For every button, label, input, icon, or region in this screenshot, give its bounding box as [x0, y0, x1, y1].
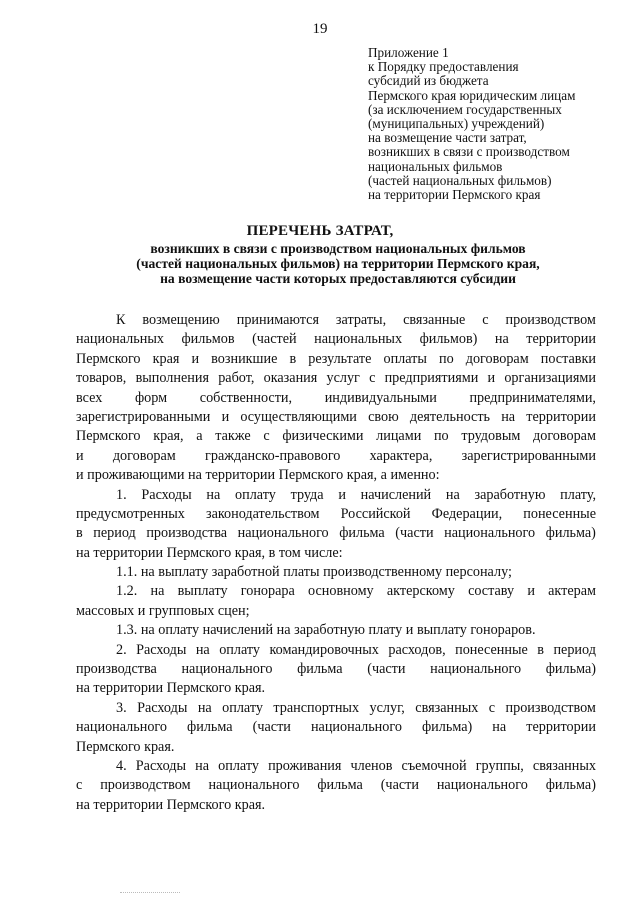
- word: производством: [505, 312, 596, 328]
- word: (части: [380, 777, 419, 794]
- text-line: Пермского края.: [76, 738, 175, 755]
- word: фильмов: [181, 331, 235, 348]
- word: национального: [430, 661, 522, 678]
- word: проживания: [268, 757, 342, 774]
- text-line: [76, 486, 596, 505]
- body-text: [76, 311, 596, 815]
- word: национального: [436, 777, 528, 794]
- footer-mark: [120, 892, 180, 893]
- word: на: [195, 641, 210, 658]
- word: период: [553, 641, 596, 658]
- appendix-line: Приложение 1: [368, 45, 449, 60]
- text-line: [76, 447, 596, 466]
- word: в: [289, 350, 297, 367]
- word: период: [93, 525, 136, 542]
- document-title: ПЕРЕЧЕНЬ ЗАТРАТ,: [246, 223, 394, 239]
- subtitle-line: на возмещение части которых предоставляются субсидии: [160, 271, 516, 286]
- word: актерам: [548, 583, 596, 600]
- word: характера,: [369, 447, 433, 464]
- text-line: [76, 427, 596, 446]
- text-line: [76, 757, 596, 776]
- word: понесенные: [523, 505, 596, 522]
- word: национального: [76, 719, 167, 736]
- appendix-line: на возмещение части затрат,: [368, 130, 527, 146]
- word: Расходы: [136, 641, 187, 658]
- word: фильмов): [419, 331, 478, 348]
- word: трудовым: [461, 428, 521, 445]
- word: группы,: [475, 757, 524, 774]
- word: на: [501, 408, 516, 425]
- word: Пермского: [76, 350, 141, 367]
- word: гражданско-правового: [205, 447, 341, 464]
- word: также: [215, 428, 251, 445]
- text-line: [76, 776, 596, 795]
- word: и: [221, 408, 230, 425]
- text-line: на территории Пермского края, в том числе:: [76, 544, 343, 561]
- text-line: и проживающими на территории Пермского края, а именно:: [76, 467, 440, 484]
- word: оказания: [263, 370, 318, 387]
- word: национального: [310, 719, 402, 736]
- word: края: [152, 350, 180, 367]
- appendix-line: на территории Пермского края: [368, 187, 541, 203]
- word: с: [263, 428, 270, 445]
- word: края,: [153, 428, 184, 445]
- appendix-line: Пермского края юридическим лицам: [368, 87, 576, 103]
- word: актерскому: [386, 583, 455, 600]
- paragraph: [76, 563, 596, 582]
- appendix-line: (частей национальных фильмов): [368, 172, 552, 188]
- appendix-line: (за исключением государственных: [368, 101, 562, 117]
- word: Федерации,: [431, 505, 503, 522]
- paragraph: [76, 621, 596, 640]
- text-line: 1.1. на выплату заработной платы производственному персоналу;: [116, 564, 512, 581]
- paragraph: [76, 641, 596, 699]
- word: национального: [237, 525, 329, 542]
- subtitle-line: возникших в связи с производством национальных фильмов: [150, 241, 526, 256]
- word: национального: [208, 777, 300, 794]
- word: производства: [76, 661, 157, 678]
- text-line: [76, 641, 596, 660]
- word: деятельность: [409, 408, 490, 425]
- word: в: [537, 641, 544, 658]
- word: национальных: [76, 331, 164, 348]
- word: территории: [526, 331, 596, 348]
- word: в: [76, 525, 83, 542]
- word: поставки: [540, 350, 596, 367]
- word: Российской: [340, 505, 411, 522]
- word: на: [197, 699, 212, 716]
- word: услуг,: [369, 699, 405, 716]
- word: Пермского: [76, 428, 141, 445]
- word: 1.: [116, 486, 127, 503]
- word: на: [195, 757, 210, 774]
- word: свою: [368, 408, 399, 425]
- word: заработную: [474, 486, 546, 503]
- word: оплату: [235, 486, 276, 503]
- word: производства: [146, 525, 228, 542]
- word: физическими: [282, 428, 364, 445]
- text-line: [76, 408, 596, 427]
- word: возникшие: [211, 350, 278, 367]
- word: форм: [134, 389, 168, 406]
- word: связанных: [415, 699, 479, 716]
- word: а: [196, 428, 203, 445]
- word: на: [494, 331, 509, 348]
- word: предусмотренных: [76, 505, 185, 522]
- word: и: [527, 583, 535, 600]
- word: 1.2.: [116, 583, 138, 600]
- word: фильма: [339, 525, 385, 542]
- word: (частей: [252, 331, 297, 348]
- paragraph: [76, 757, 596, 815]
- word: труда: [290, 486, 324, 503]
- appendix-header: [368, 46, 628, 202]
- text-line: на территории Пермского края.: [76, 796, 266, 813]
- word: производством: [100, 777, 191, 794]
- word: возмещению: [142, 312, 220, 328]
- text-line: [76, 582, 596, 601]
- page-number: 19: [312, 21, 328, 37]
- word: товаров,: [76, 370, 127, 387]
- word: национального: [444, 525, 536, 542]
- text-line: [76, 311, 596, 330]
- paragraph: [76, 699, 596, 757]
- word: работ,: [218, 370, 255, 387]
- word: основному: [308, 583, 374, 600]
- word: плату,: [560, 486, 596, 503]
- text-line: [76, 660, 596, 679]
- word: зарегистрированными: [461, 447, 596, 464]
- word: законодательством: [205, 505, 320, 522]
- word: оплату: [219, 641, 260, 658]
- word: (части: [367, 661, 406, 678]
- word: на: [445, 486, 460, 503]
- text-line: массовых и групповых сцен;: [76, 602, 250, 619]
- word: с: [369, 370, 376, 387]
- word: результате: [308, 350, 372, 367]
- word: затраты,: [335, 312, 387, 328]
- word: с: [76, 777, 83, 794]
- text-line: [76, 350, 596, 369]
- paragraph: [76, 582, 596, 621]
- word: фильма: [317, 777, 363, 794]
- word: Расходы: [135, 757, 187, 774]
- word: по: [438, 350, 454, 367]
- word: 2.: [116, 641, 127, 658]
- appendix-line: (муниципальных) учреждений): [368, 116, 545, 132]
- text-line: [76, 330, 596, 349]
- word: индивидуальными: [324, 389, 437, 406]
- word: К: [116, 312, 126, 328]
- word: оплату: [222, 699, 263, 716]
- word: 4.: [116, 757, 127, 774]
- word: собственности,: [199, 389, 293, 406]
- word: расходов,: [388, 641, 446, 658]
- word: принимаются: [236, 312, 319, 328]
- word: договорам: [533, 428, 596, 445]
- word: транспортных: [273, 699, 360, 716]
- word: Расходы: [137, 699, 188, 716]
- word: фильма): [545, 777, 596, 794]
- word: территории: [526, 408, 596, 425]
- word: предпринимателями,: [469, 389, 596, 406]
- word: национального: [181, 661, 273, 678]
- text-line: на территории Пермского края.: [76, 680, 266, 697]
- word: осуществляющими: [240, 408, 357, 425]
- word: с: [488, 699, 496, 716]
- word: производством: [505, 699, 596, 716]
- word: территории: [526, 719, 596, 736]
- word: договорам: [465, 350, 529, 367]
- word: фильма: [297, 661, 343, 678]
- word: лицами: [376, 428, 422, 445]
- word: членов: [350, 757, 393, 774]
- word: 3.: [116, 699, 127, 716]
- text-line: [76, 524, 596, 543]
- text-line: [76, 369, 596, 388]
- document-subtitle: [70, 241, 606, 286]
- word: командировочных: [269, 641, 379, 658]
- word: понесенные: [455, 641, 528, 658]
- text-line: [76, 505, 596, 524]
- word: фильма): [545, 661, 596, 678]
- word: начислений: [360, 486, 432, 503]
- word: составу: [468, 583, 515, 600]
- word: по: [433, 428, 449, 445]
- appendix-line: возникших в связи с производством: [368, 144, 570, 160]
- word: на: [492, 719, 507, 736]
- word: (части: [395, 525, 434, 542]
- word: национальных: [314, 331, 403, 348]
- word: связанных: [532, 757, 596, 774]
- word: выполнения: [135, 370, 209, 387]
- word: всех: [76, 389, 103, 406]
- word: фильма): [421, 719, 473, 736]
- word: на: [206, 486, 221, 503]
- word: оплату: [218, 757, 259, 774]
- paragraph: [76, 311, 596, 486]
- word: связанные: [403, 312, 466, 328]
- word: (части: [252, 719, 291, 736]
- text-line: [76, 389, 596, 408]
- subtitle-line: (частей национальных фильмов) на территории Пермского края,: [136, 256, 540, 271]
- word: фильма): [545, 525, 596, 542]
- word: Расходы: [141, 486, 192, 503]
- text-line: [76, 718, 596, 737]
- word: и: [191, 350, 200, 367]
- word: и: [76, 447, 84, 464]
- word: и: [338, 486, 346, 503]
- appendix-line: национальных фильмов: [368, 158, 503, 174]
- word: съемочной: [401, 757, 467, 774]
- appendix-line: субсидий из бюджета: [368, 73, 489, 89]
- text-line: 1.3. на оплату начислений на заработную плату и выплату гонораров.: [116, 622, 536, 639]
- word: и: [487, 370, 496, 387]
- word: фильма: [187, 719, 233, 736]
- word: зарегистрированными: [76, 408, 211, 425]
- word: гонорара: [240, 583, 295, 600]
- appendix-line: к Порядку предоставления: [368, 59, 519, 75]
- word: на: [150, 583, 165, 600]
- paragraph: [76, 486, 596, 564]
- word: предприятиями: [384, 370, 479, 387]
- word: оплаты: [383, 350, 427, 367]
- word: выплату: [177, 583, 228, 600]
- word: с: [482, 312, 489, 328]
- word: договорам: [112, 447, 176, 464]
- text-line: [76, 699, 596, 718]
- word: организациями: [504, 370, 596, 387]
- word: услуг: [326, 370, 360, 387]
